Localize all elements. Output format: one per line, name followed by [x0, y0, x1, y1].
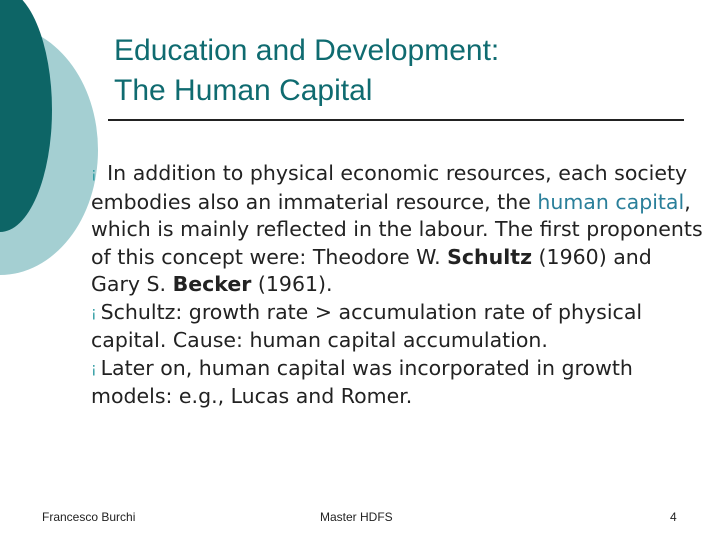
footer-author: Francesco Burchi: [42, 510, 136, 524]
title-line-2: The Human Capital: [114, 74, 373, 107]
bullet-marker-icon: ¡: [91, 304, 97, 321]
title-divider: [108, 119, 684, 121]
bullet-marker-icon: ¡: [91, 360, 97, 377]
bold-name-schultz: Schultz: [447, 244, 533, 269]
footer-course: Master HDFS: [320, 510, 393, 524]
bullet-3: ¡ Later on, human capital was incorporated in growth models: e.g., Lucas and Romer.: [91, 355, 633, 408]
slide-body: [91, 160, 706, 411]
bold-name-becker: Becker: [172, 272, 252, 296]
slide-title: [114, 31, 694, 111]
title-line-1: Education and Development:: [114, 34, 500, 67]
bullet-marker-icon: ¡: [91, 166, 97, 182]
highlight-term: human capital: [537, 189, 685, 214]
bullet-1: ¡ In addition to physical economic resources, each society embodies also an immaterial resource, the human capital, which is mainly reflected in the labour. The first proponents of this concept were: Theodore W. Schultz (1960) and Gary S. Becker (1961).: [91, 161, 703, 296]
bullet-2: ¡ Schultz: growth rate > accumulation rate of physical capital. Cause: human capital accumulation.: [91, 299, 643, 352]
footer-page-number: 4: [670, 510, 677, 524]
